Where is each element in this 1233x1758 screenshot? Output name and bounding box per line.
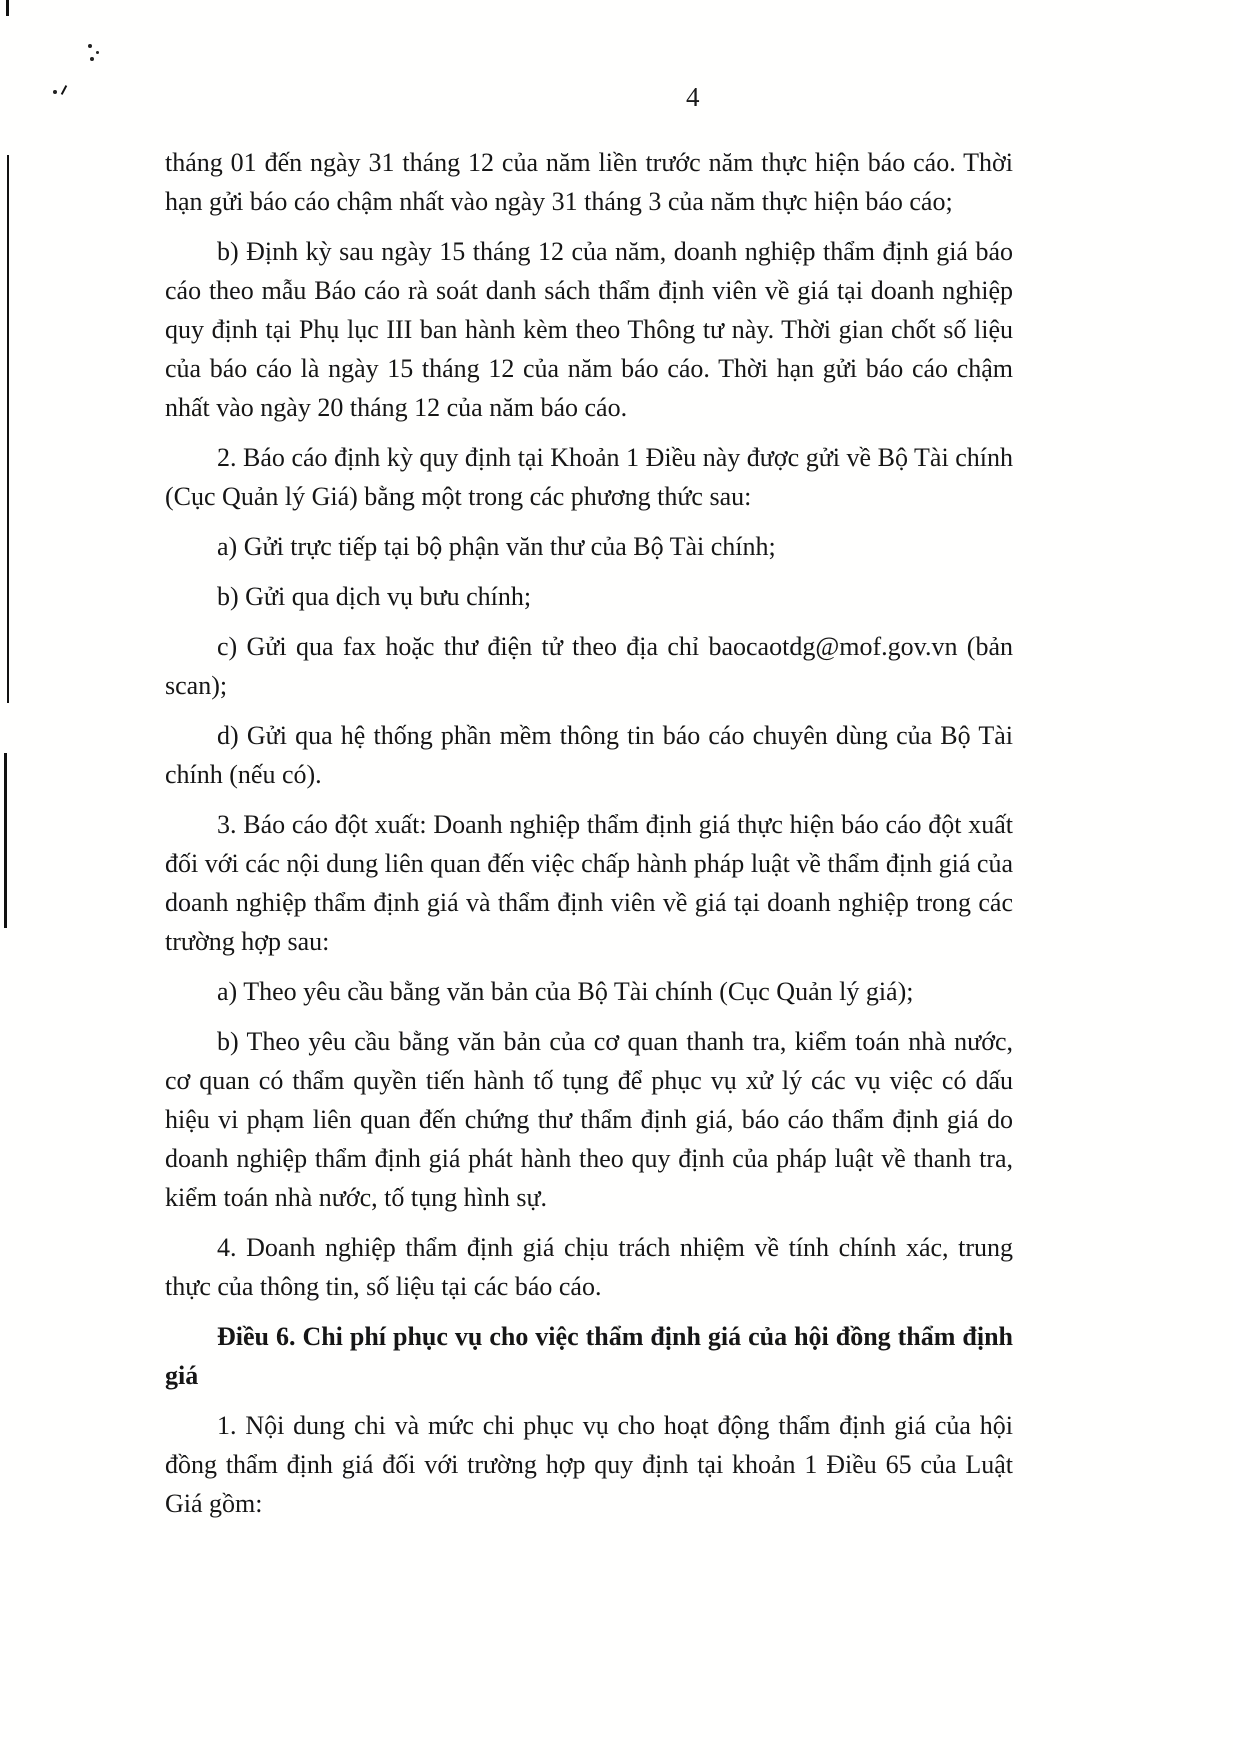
paragraph-item-b-periodic: b) Định kỳ sau ngày 15 tháng 12 của năm, doanh nghiệp thẩm định giá báo cáo theo mẫu Báo cáo rà soát danh sách thẩm định viên về giá tại doanh nghiệp quy định tại Phụ lục III ban hành kèm theo Thông tư này. Thời gian chốt số liệu của báo cáo là ngày 15 tháng 12 của năm báo cáo. Thời hạn gửi báo cáo chậm nhất vào ngày 20 tháng 12 của năm báo cáo. — [165, 237, 1013, 422]
scan-artifact-top-tick — [6, 0, 9, 16]
paragraph-clause-2: 2. Báo cáo định kỳ quy định tại Khoản 1 Điều này được gửi về Bộ Tài chính (Cục Quản lý Giá) bằng một trong các phương thức sau: — [165, 443, 1013, 511]
article-6-heading: Điều 6. Chi phí phục vụ cho việc thẩm định giá của hội đồng thẩm định giá — [165, 1322, 1013, 1390]
scan-artifact-left-line-1 — [7, 155, 9, 703]
paragraph-clause-3-item-a: a) Theo yêu cầu bằng văn bản của Bộ Tài chính (Cục Quản lý giá); — [217, 977, 914, 1006]
scan-artifact-dot-4 — [53, 90, 57, 94]
scan-artifact-tick — [61, 85, 67, 95]
scan-artifact-dot-2 — [96, 51, 99, 54]
document-body — [165, 143, 1013, 1534]
paragraph-clause-2-item-c: c) Gửi qua fax hoặc thư điện tử theo địa chỉ baocaotdg@mof.gov.vn (bản scan); — [165, 632, 1013, 700]
paragraph-clause-2-item-b: b) Gửi qua dịch vụ bưu chính; — [217, 582, 532, 611]
scan-artifact-dot-3 — [90, 57, 94, 61]
paragraph-continuation: tháng 01 đến ngày 31 tháng 12 của năm liền trước năm thực hiện báo cáo. Thời hạn gửi báo cáo chậm nhất vào ngày 31 tháng 3 của năm thực hiện báo cáo; — [165, 148, 1013, 216]
paragraph-clause-3-item-b: b) Theo yêu cầu bằng văn bản của cơ quan thanh tra, kiểm toán nhà nước, cơ quan có thẩm quyền tiến hành tố tụng để phục vụ xử lý các vụ việc có dấu hiệu vi phạm liên quan đến chứng thư thẩm định giá, báo cáo thẩm định giá do doanh nghiệp thẩm định giá phát hành theo quy định của pháp luật về thanh tra, kiểm toán nhà nước, tố tụng hình sự. — [165, 1027, 1013, 1212]
paragraph-clause-3: 3. Báo cáo đột xuất: Doanh nghiệp thẩm định giá thực hiện báo cáo đột xuất đối với các nội dung liên quan đến việc chấp hành pháp luật về thẩm định giá của doanh nghiệp thẩm định giá và thẩm định viên về giá tại doanh nghiệp trong các trường hợp sau: — [165, 810, 1013, 956]
paragraph-article-6-clause-1: 1. Nội dung chi và mức chi phục vụ cho hoạt động thẩm định giá của hội đồng thẩm định giá đối với trường hợp quy định tại khoản 1 Điều 65 của Luật Giá gồm: — [165, 1411, 1013, 1518]
paragraph-clause-2-item-d: d) Gửi qua hệ thống phần mềm thông tin báo cáo chuyên dùng của Bộ Tài chính (nếu có). — [165, 721, 1013, 789]
paragraph-clause-2-item-a: a) Gửi trực tiếp tại bộ phận văn thư của Bộ Tài chính; — [217, 532, 776, 561]
page-number: 4 — [686, 82, 700, 112]
paragraph-clause-4: 4. Doanh nghiệp thẩm định giá chịu trách nhiệm về tính chính xác, trung thực của thông tin, số liệu tại các báo cáo. — [165, 1233, 1013, 1301]
scan-artifact-dot-1 — [88, 44, 92, 48]
scan-artifact-left-line-2 — [4, 753, 7, 928]
